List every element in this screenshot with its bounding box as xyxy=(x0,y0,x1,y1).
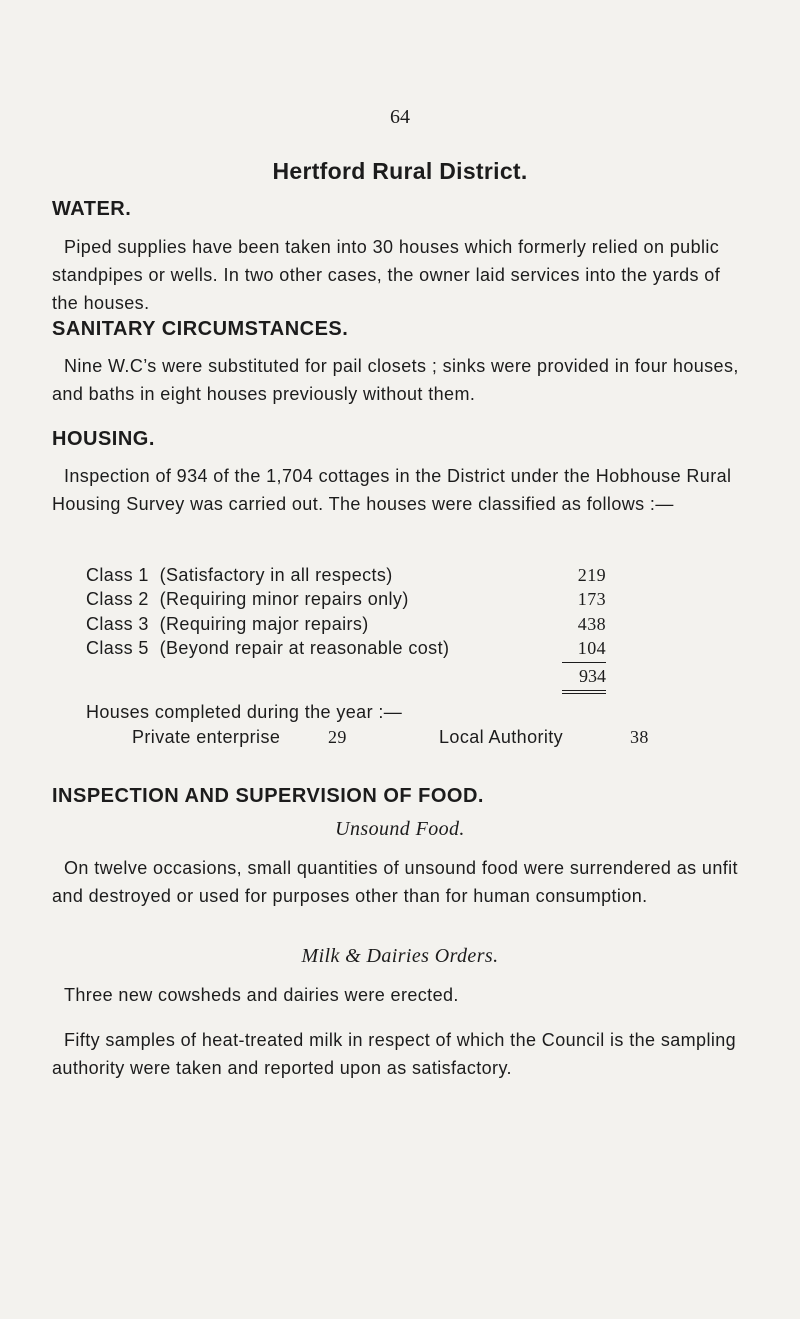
class-value: 219 xyxy=(577,565,606,585)
class-value: 104 xyxy=(577,638,606,658)
milk-paragraph-2: Fifty samples of heat-treated milk in respect of which the Council is the sampling authority were taken and reported upon as satisfactory. xyxy=(52,1030,737,1078)
local-authority-value: 38 xyxy=(630,727,649,747)
sanitary-paragraph: Nine W.C’s were substituted for pail closets ; sinks were provided in four houses, and baths in eight houses previously without them. xyxy=(52,356,739,404)
subtotal-rule xyxy=(562,662,606,663)
class-value: 438 xyxy=(577,614,606,634)
food-heading: INSPECTION AND SUPERVISION OF FOOD. xyxy=(52,785,484,807)
local-authority-label: Local Authority xyxy=(439,727,564,747)
class-row xyxy=(86,589,606,610)
class-label: Class 1 (Satisfactory in all respects) xyxy=(86,565,393,585)
housing-heading: HOUSING. xyxy=(52,428,155,450)
unsound-food-heading: Unsound Food. xyxy=(335,818,465,840)
milk-heading: Milk & Dairies Orders. xyxy=(301,945,499,967)
unsound-food-paragraph: On twelve occasions, small quantities of unsound food were surrendered as unfit and destroyed or used for purposes other than for human consumption. xyxy=(52,858,738,906)
total-double-rule-1 xyxy=(562,690,606,691)
total-double-rule-2 xyxy=(562,693,606,694)
housing-paragraph: Inspection of 934 of the 1,704 cottages in the District under the Hobhouse Rural Housing Survey was carried out. The houses were classified as follows :— xyxy=(52,466,732,514)
water-heading: WATER. xyxy=(52,198,132,220)
class-label: Class 5 (Beyond repair at reasonable cost) xyxy=(86,638,450,658)
private-enterprise-label: Private enterprise xyxy=(132,727,281,747)
page-number: 64 xyxy=(390,106,410,128)
private-enterprise-value: 29 xyxy=(328,727,347,747)
class-label: Class 2 (Requiring minor repairs only) xyxy=(86,589,409,609)
class-value: 173 xyxy=(577,589,606,609)
page-title: Hertford Rural District. xyxy=(272,158,528,184)
water-paragraph: Piped supplies have been taken into 30 houses which formerly relied on public standpipes or wells. In two other cases, the owner laid services into the yards of the houses. xyxy=(52,237,721,313)
sanitary-heading: SANITARY CIRCUMSTANCES. xyxy=(52,318,349,340)
class-row xyxy=(86,565,606,586)
class-row xyxy=(86,614,606,635)
class-row xyxy=(86,638,606,659)
completed-label: Houses completed during the year :— xyxy=(86,702,403,722)
class-label: Class 3 (Requiring major repairs) xyxy=(86,614,369,634)
milk-paragraph-1: Three new cowsheds and dairies were erected. xyxy=(64,985,459,1005)
housing-total: 934 xyxy=(579,666,606,686)
